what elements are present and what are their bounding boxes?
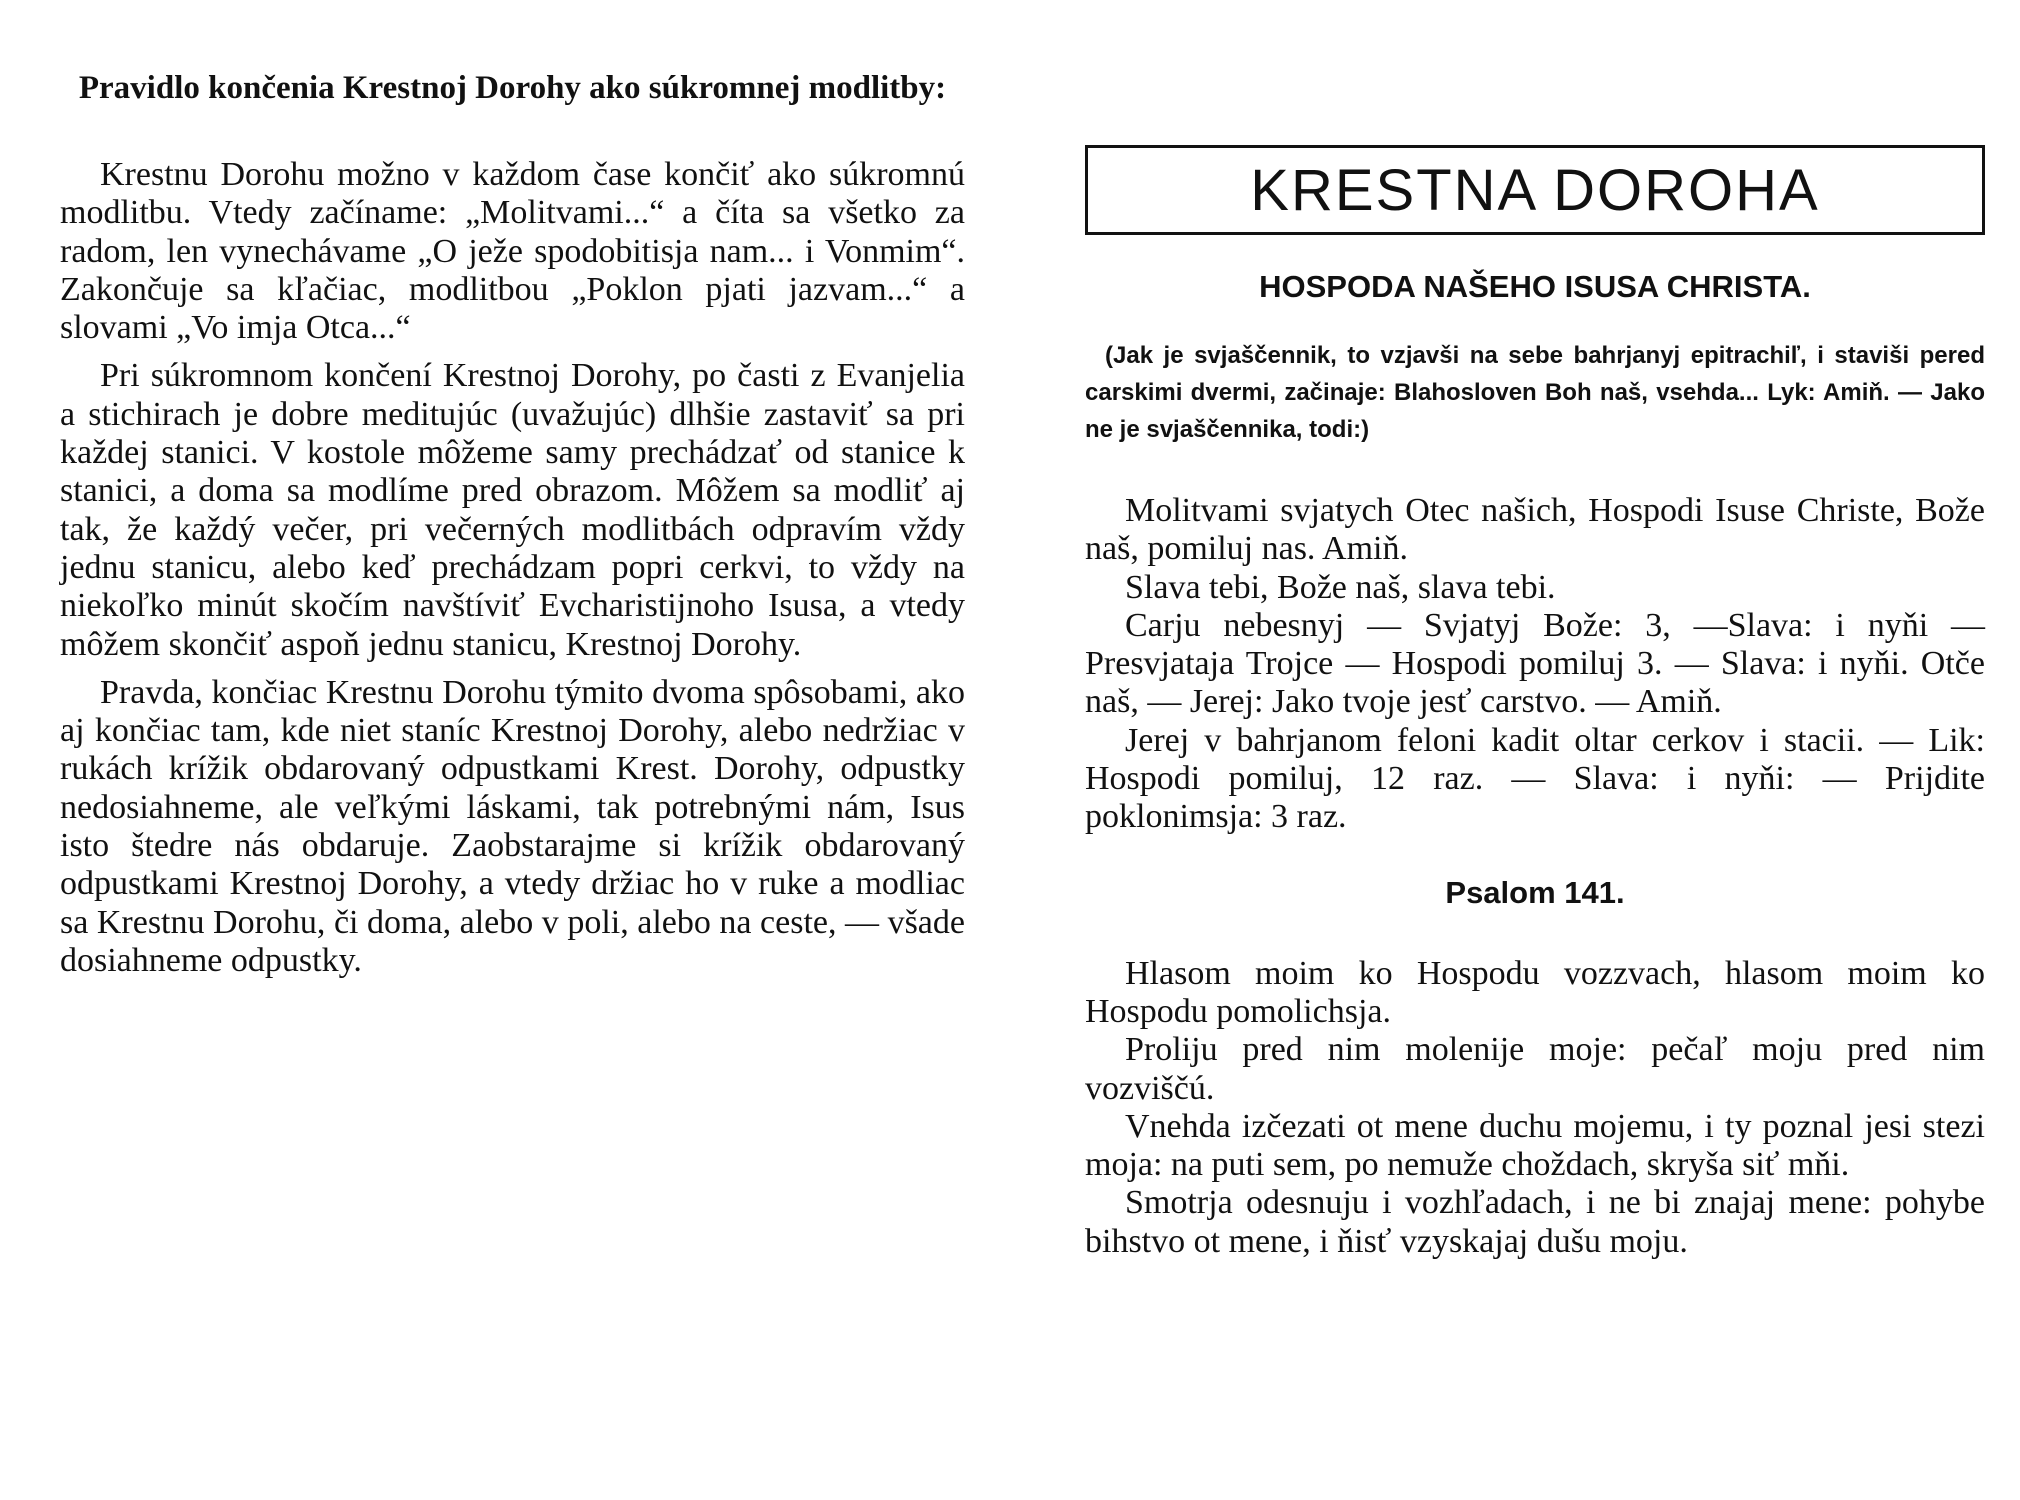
psalm-text (1085, 955, 1985, 1261)
liturgy-text (1085, 492, 1985, 837)
psalm-heading: Psalom 141. (1445, 874, 1625, 910)
title-box (1085, 145, 1985, 235)
liturgy-paragraph: Carju nebesnyj — Svjatyj Bože: 3, —Slava: i nyňi — Presvjataja Trojce — Hospodi pomiluj 3. — Slava: i nyňi. Otče naš, — Jerej: Jako tvoje jesť carstvo. — Amiň. (1085, 606, 1985, 721)
right-page (1085, 0, 1985, 1261)
psalm-verse: Proliju pred nim molenije moje: pečaľ moju pred nim vozviščú. (1085, 1031, 1985, 1107)
psalm-verse: Smotrja odesnuju i vozhľadach, i ne bi znajaj mene: pohybe bihstvo ot mene, i ňisť vzyskajaj dušu moju. (1085, 1184, 1985, 1260)
rubric-note: (Jak je svjaščennik, to vzjavši na sebe bahrjanyj epitrachiľ, i staviši pered carskimi dvermi, začinaje: Blahosloven Boh naš, vsehda... Lyk: Amiň. — Jako ne je svjaščennika, todi:) (1085, 342, 1985, 443)
paragraph: Krestnu Dorohu možno v každom čase končiť ako súkromnú modlitbu. Vtedy začíname: „Molitvami...“ a číta sa všetko za radom, len vynechávame „O ježe spodobitisja nam... i Vonmim“. Zakončuje sa kľačiac, modlitbou „Poklon pjati jazvam...“ a slovami „Vo imja Otca...“ (60, 156, 965, 347)
page-subtitle: HOSPODA NAŠEHO ISUSA CHRISTA. (1259, 269, 1811, 304)
left-page (60, 0, 965, 980)
psalm-verse: Hlasom moim ko Hospodu vozzvach, hlasom moim ko Hospodu pomolichsja. (1085, 954, 1985, 1030)
paragraph: Pri súkromnom končení Krestnoj Dorohy, po časti z Evanjelia a stichirach je dobre meditujúc (uvažujúc) dlhšie zastaviť sa pri každej stanici. V kostole môžeme samy prechádzať od stanice k stanici, a doma sa modlíme pred obrazom. Môžem sa modliť aj tak, že každý večer, pri večerných modlitbách odpravím vždy jednu stanicu, alebo keď prechádzam popri cerkvi, to vždy na niekoľko minút skočím navštíviť Evcharistijnoho Isusa, a vtedy môžem skončiť aspoň jednu stanicu, Krestnoj Dorohy. (60, 357, 965, 663)
liturgy-paragraph: Molitvami svjatych Otec našich, Hospodi Isuse Christe, Bože naš, pomiluj nas. Amiň. (1085, 492, 1985, 568)
psalm-verse: Vnehda izčezati ot mene duchu mojemu, i ty poznal jesi stezi moja: na puti sem, po nemuže choždach, skryša siť mňi. (1085, 1107, 1985, 1184)
liturgy-paragraph: Slava tebi, Bože naš, slava tebi. (1125, 568, 1556, 606)
paragraph: Pravda, končiac Krestnu Dorohu týmito dvoma spôsobami, ako aj končiac tam, kde niet staníc Krestnoj Dorohy, alebo nedržiac v rukách krížik obdarovaný odpustkami Krest. Dorohy, odpustky nedosiahneme, ale veľkými láskami, tak potrebnými nám, Isus isto štedre nás obdaruje. Zaobstarajme si krížik obdarovaný odpustkami Krestnoj Dorohy, a vtedy držiac ho v ruke a modliac sa Krestnu Dorohu, či doma, alebo v poli, alebo na ceste, — všade dosiahneme odpustky. (60, 673, 965, 979)
section-heading: Pravidlo končenia Krestnoj Dorohy ako súkromnej modlitby: (78, 70, 947, 106)
liturgy-paragraph: Jerej v bahrjanom feloni kadit oltar cerkov i stacii. — Lik: Hospodi pomiluj, 12 raz. — Slava: i nyňi: — Prijdite poklonimsja: 3 raz. (1085, 721, 1985, 836)
page-title: KRESTNA DOROHA (1250, 157, 1820, 223)
